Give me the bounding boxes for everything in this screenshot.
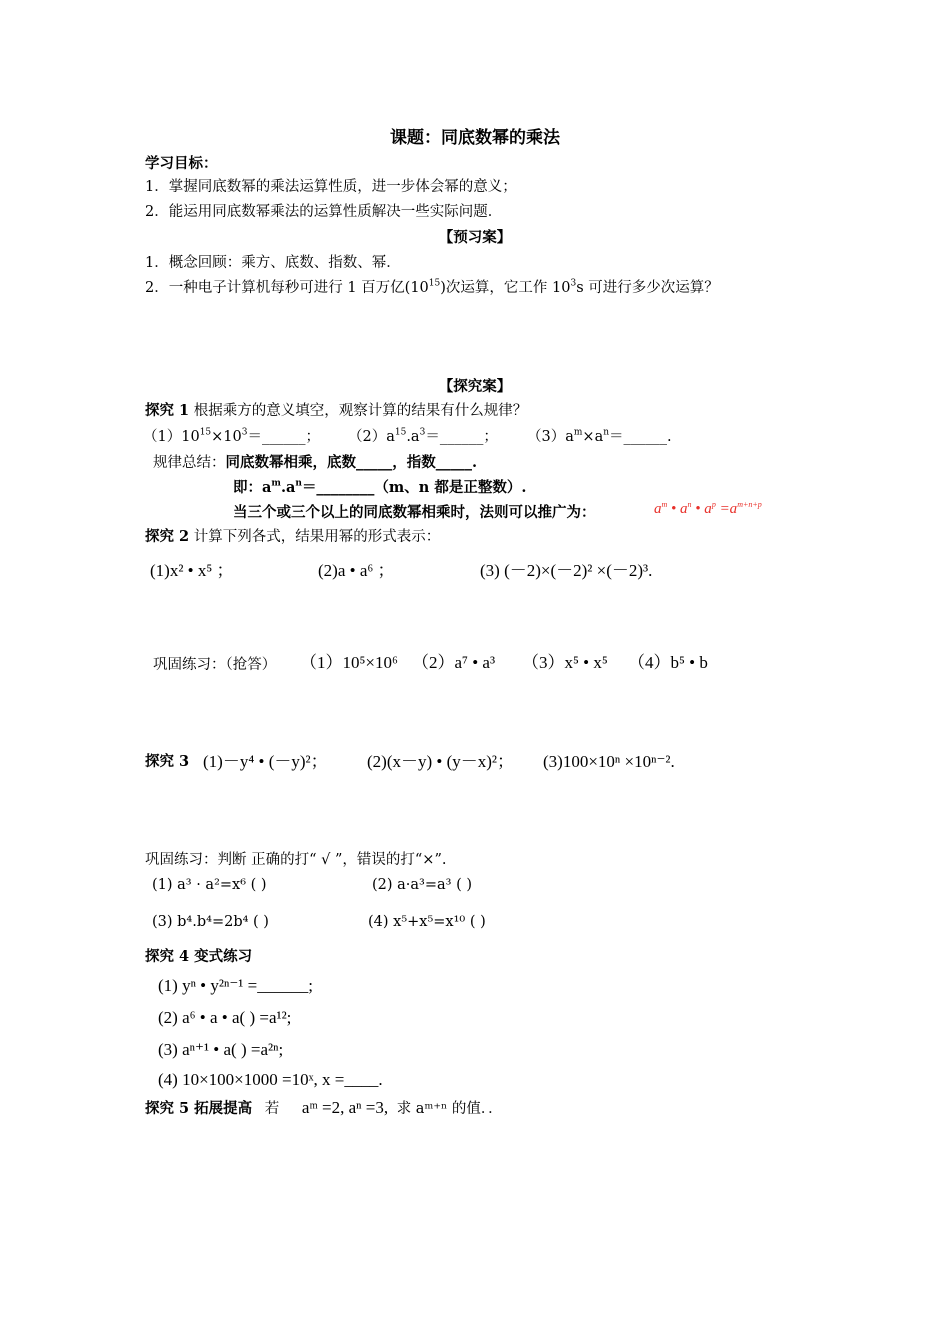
explore-1-q1: $(1)10^{15}\times 10^3=\_\_\_\_\_\_$；	[143, 427, 320, 445]
explore-4-item: (1) yⁿ • y²ⁿ⁻¹ =______;	[158, 976, 313, 995]
page-title: 课题：同底数幂的乘法	[390, 128, 560, 148]
preview-item-2: 2．一种电子计算机每秒可进行 1 百万亿$(10^{15})$次运算，它工作 $10^3s$ 可进行多少次运算？	[145, 278, 719, 296]
explore-3-q2: (2)(x－y) • (y－x)²；	[367, 752, 515, 771]
explore-3-label: 探究 3	[145, 753, 190, 770]
rule-formula: 即：$a^m.a^n=\_\_\_\_\_\_\_\_(m$、n 都是正整数）.	[233, 478, 527, 496]
practice-1-item: （4）b⁵ • b	[628, 653, 708, 672]
practice-2-item: (3) b⁴.b⁴=2b⁴ ( )	[152, 914, 269, 930]
explore-heading: 【探究案】	[438, 378, 512, 395]
explore-3-q3: (3)100×10ⁿ ×10ⁿ⁻².	[543, 752, 675, 771]
goal-item: 2．能运用同底数幂乘法的运算性质解决一些实际问题．	[145, 204, 503, 220]
explore-2-intro: 探究 2 计算下列各式，结果用幂的形式表示：	[145, 528, 441, 545]
explore-1-intro: 探究 1 根据乘方的意义填空，观察计算的结果有什么规律？	[145, 402, 528, 419]
practice-1-item: （1）10⁵×10⁶	[300, 653, 398, 672]
explore-2-q1: (1)x² • x⁵ ；	[150, 561, 234, 580]
rule-extension: 当三个或三个以上的同底数幂相乘时，法则可以推广为：	[233, 504, 596, 521]
explore-1-q3: $(3)a^m\times a^n=\_\_\_\_\_\_$.	[527, 427, 672, 445]
practice-1-item: （3）x⁵ • x⁵	[522, 653, 608, 672]
explore-5: 探究 5 拓展提高 若 aᵐ =2, aⁿ =3, 求 aᵐ⁺ⁿ 的值．．	[145, 1098, 503, 1117]
goals-heading: 学习目标：	[145, 155, 218, 172]
goal-item: 1．掌握同底数幂的乘法运算性质，进一步体会幂的意义；	[145, 179, 517, 195]
practice-2-item: (4) x⁵+x⁵=x¹⁰ ( )	[368, 914, 486, 930]
practice-1-label: 巩固练习：（抢答）	[153, 657, 277, 673]
rule-extension-formula: $a^m$ • $a^n$ • $a^p =a^{m+n+p}$	[654, 500, 762, 517]
explore-4-item: (3) aⁿ⁺¹ • a( ) =a²ⁿ;	[158, 1040, 284, 1059]
preview-heading: 【预习案】	[438, 229, 512, 246]
practice-1-item: （2）a⁷ • a³	[412, 653, 496, 672]
explore-2-q2: (2)a • a⁶ ；	[318, 561, 395, 580]
explore-1-q2: $(2)a^{15}.a^3=\_\_\_\_\_\_$；	[348, 427, 498, 445]
practice-2-text: 巩固练习：判断 正确的打“ √ ”，错误的打“×”.	[145, 852, 447, 868]
practice-2-item: (2) a·a³=a³ ( )	[372, 877, 472, 893]
explore-4-item: (2) a⁶ • a • a( ) =a¹²;	[158, 1008, 292, 1027]
preview-item-1: 1．概念回顾：乘方、底数、指数、幂．	[145, 255, 401, 271]
rule-summary: 规律总结：同底数幂相乘，底数_____，指数_____.	[153, 454, 478, 471]
practice-2-item: (1) a³ · a²=x⁶ ( )	[152, 877, 267, 893]
explore-4-label: 探究 4 变式练习	[145, 948, 253, 965]
explore-2-q3: (3) (－2)×(－2)² ×(－2)³.	[480, 561, 653, 580]
explore-4-item: (4) 10×100×1000 =10ˣ, x =____.	[158, 1070, 383, 1089]
explore-3-q1: (1)－y⁴ • (－y)²；	[203, 752, 328, 771]
